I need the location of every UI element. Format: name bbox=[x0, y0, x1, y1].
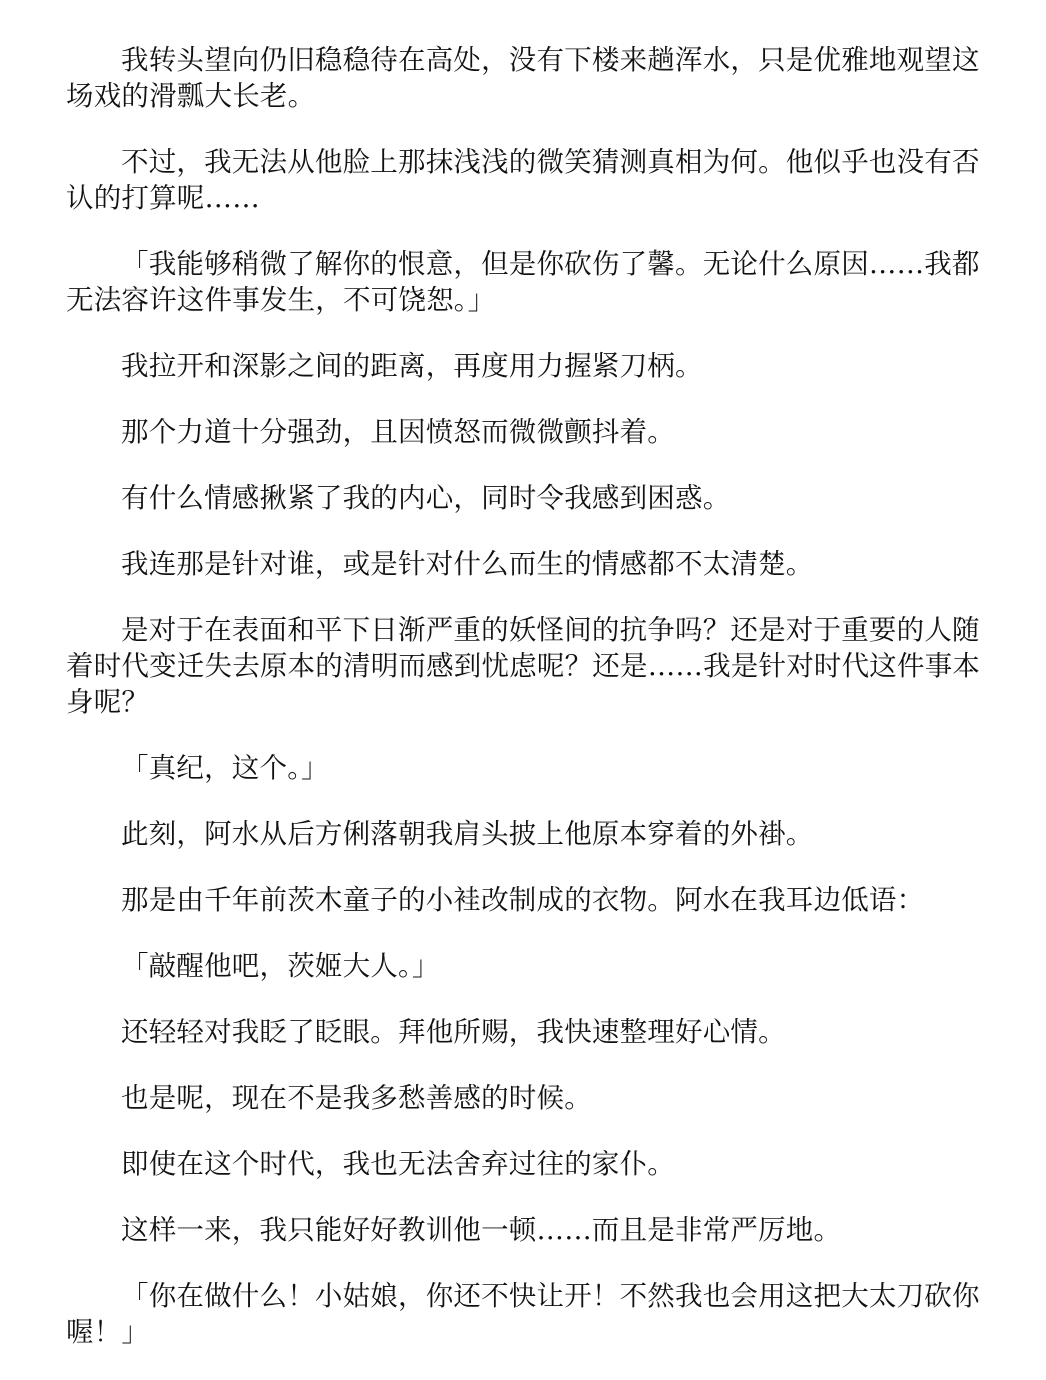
paragraph: 「我能够稍微了解你的恨意，但是你砍伤了馨。无论什么原因……我都无法容许这件事发生，不可饶恕。」 bbox=[66, 248, 980, 316]
paragraph: 「敲醒他吧，茨姬大人。」 bbox=[121, 950, 440, 982]
paragraph: 还轻轻对我眨了眨眼。拜他所赐，我快速整理好心情。 bbox=[121, 1016, 786, 1048]
paragraph: 也是呢，现在不是我多愁善感的时候。 bbox=[121, 1082, 592, 1114]
document-page bbox=[66, 42, 981, 1380]
paragraph: 此刻，阿水从后方俐落朝我肩头披上他原本穿着的外褂。 bbox=[121, 818, 814, 850]
paragraph: 这样一来，我只能好好教训他一顿……而且是非常严厉地。 bbox=[121, 1214, 842, 1246]
paragraph: 「真纪，这个。」 bbox=[121, 752, 329, 784]
paragraph: 「你在做什么！小姑娘，你还不快让开！不然我也会用这把大太刀砍你喔！」 bbox=[66, 1280, 980, 1348]
paragraph: 那是由千年前茨木童子的小袿改制成的衣物。阿水在我耳边低语： bbox=[121, 884, 925, 916]
paragraph: 我连那是针对谁，或是针对什么而生的情感都不太清楚。 bbox=[121, 548, 814, 580]
paragraph: 即使在这个时代，我也无法舍弃过往的家仆。 bbox=[121, 1148, 675, 1180]
paragraph: 是对于在表面和平下日渐严重的妖怪间的抗争吗？还是对于重要的人随着时代变迁失去原本的清明而感到忧虑呢？还是……我是针对时代这件事本身呢？ bbox=[66, 614, 981, 718]
paragraph: 有什么情感揪紧了我的内心，同时令我感到困惑。 bbox=[121, 482, 731, 514]
paragraph: 那个力道十分强劲，且因愤怒而微微颤抖着。 bbox=[121, 416, 675, 448]
paragraph: 不过，我无法从他脸上那抹浅浅的微笑猜测真相为何。他似乎也没有否认的打算呢…… bbox=[66, 146, 980, 214]
paragraph: 我拉开和深影之间的距离，再度用力握紧刀柄。 bbox=[121, 350, 703, 382]
paragraph: 我转头望向仍旧稳稳待在高处，没有下楼来趟浑水，只是优雅地观望这场戏的滑瓢大长老。 bbox=[66, 44, 980, 112]
